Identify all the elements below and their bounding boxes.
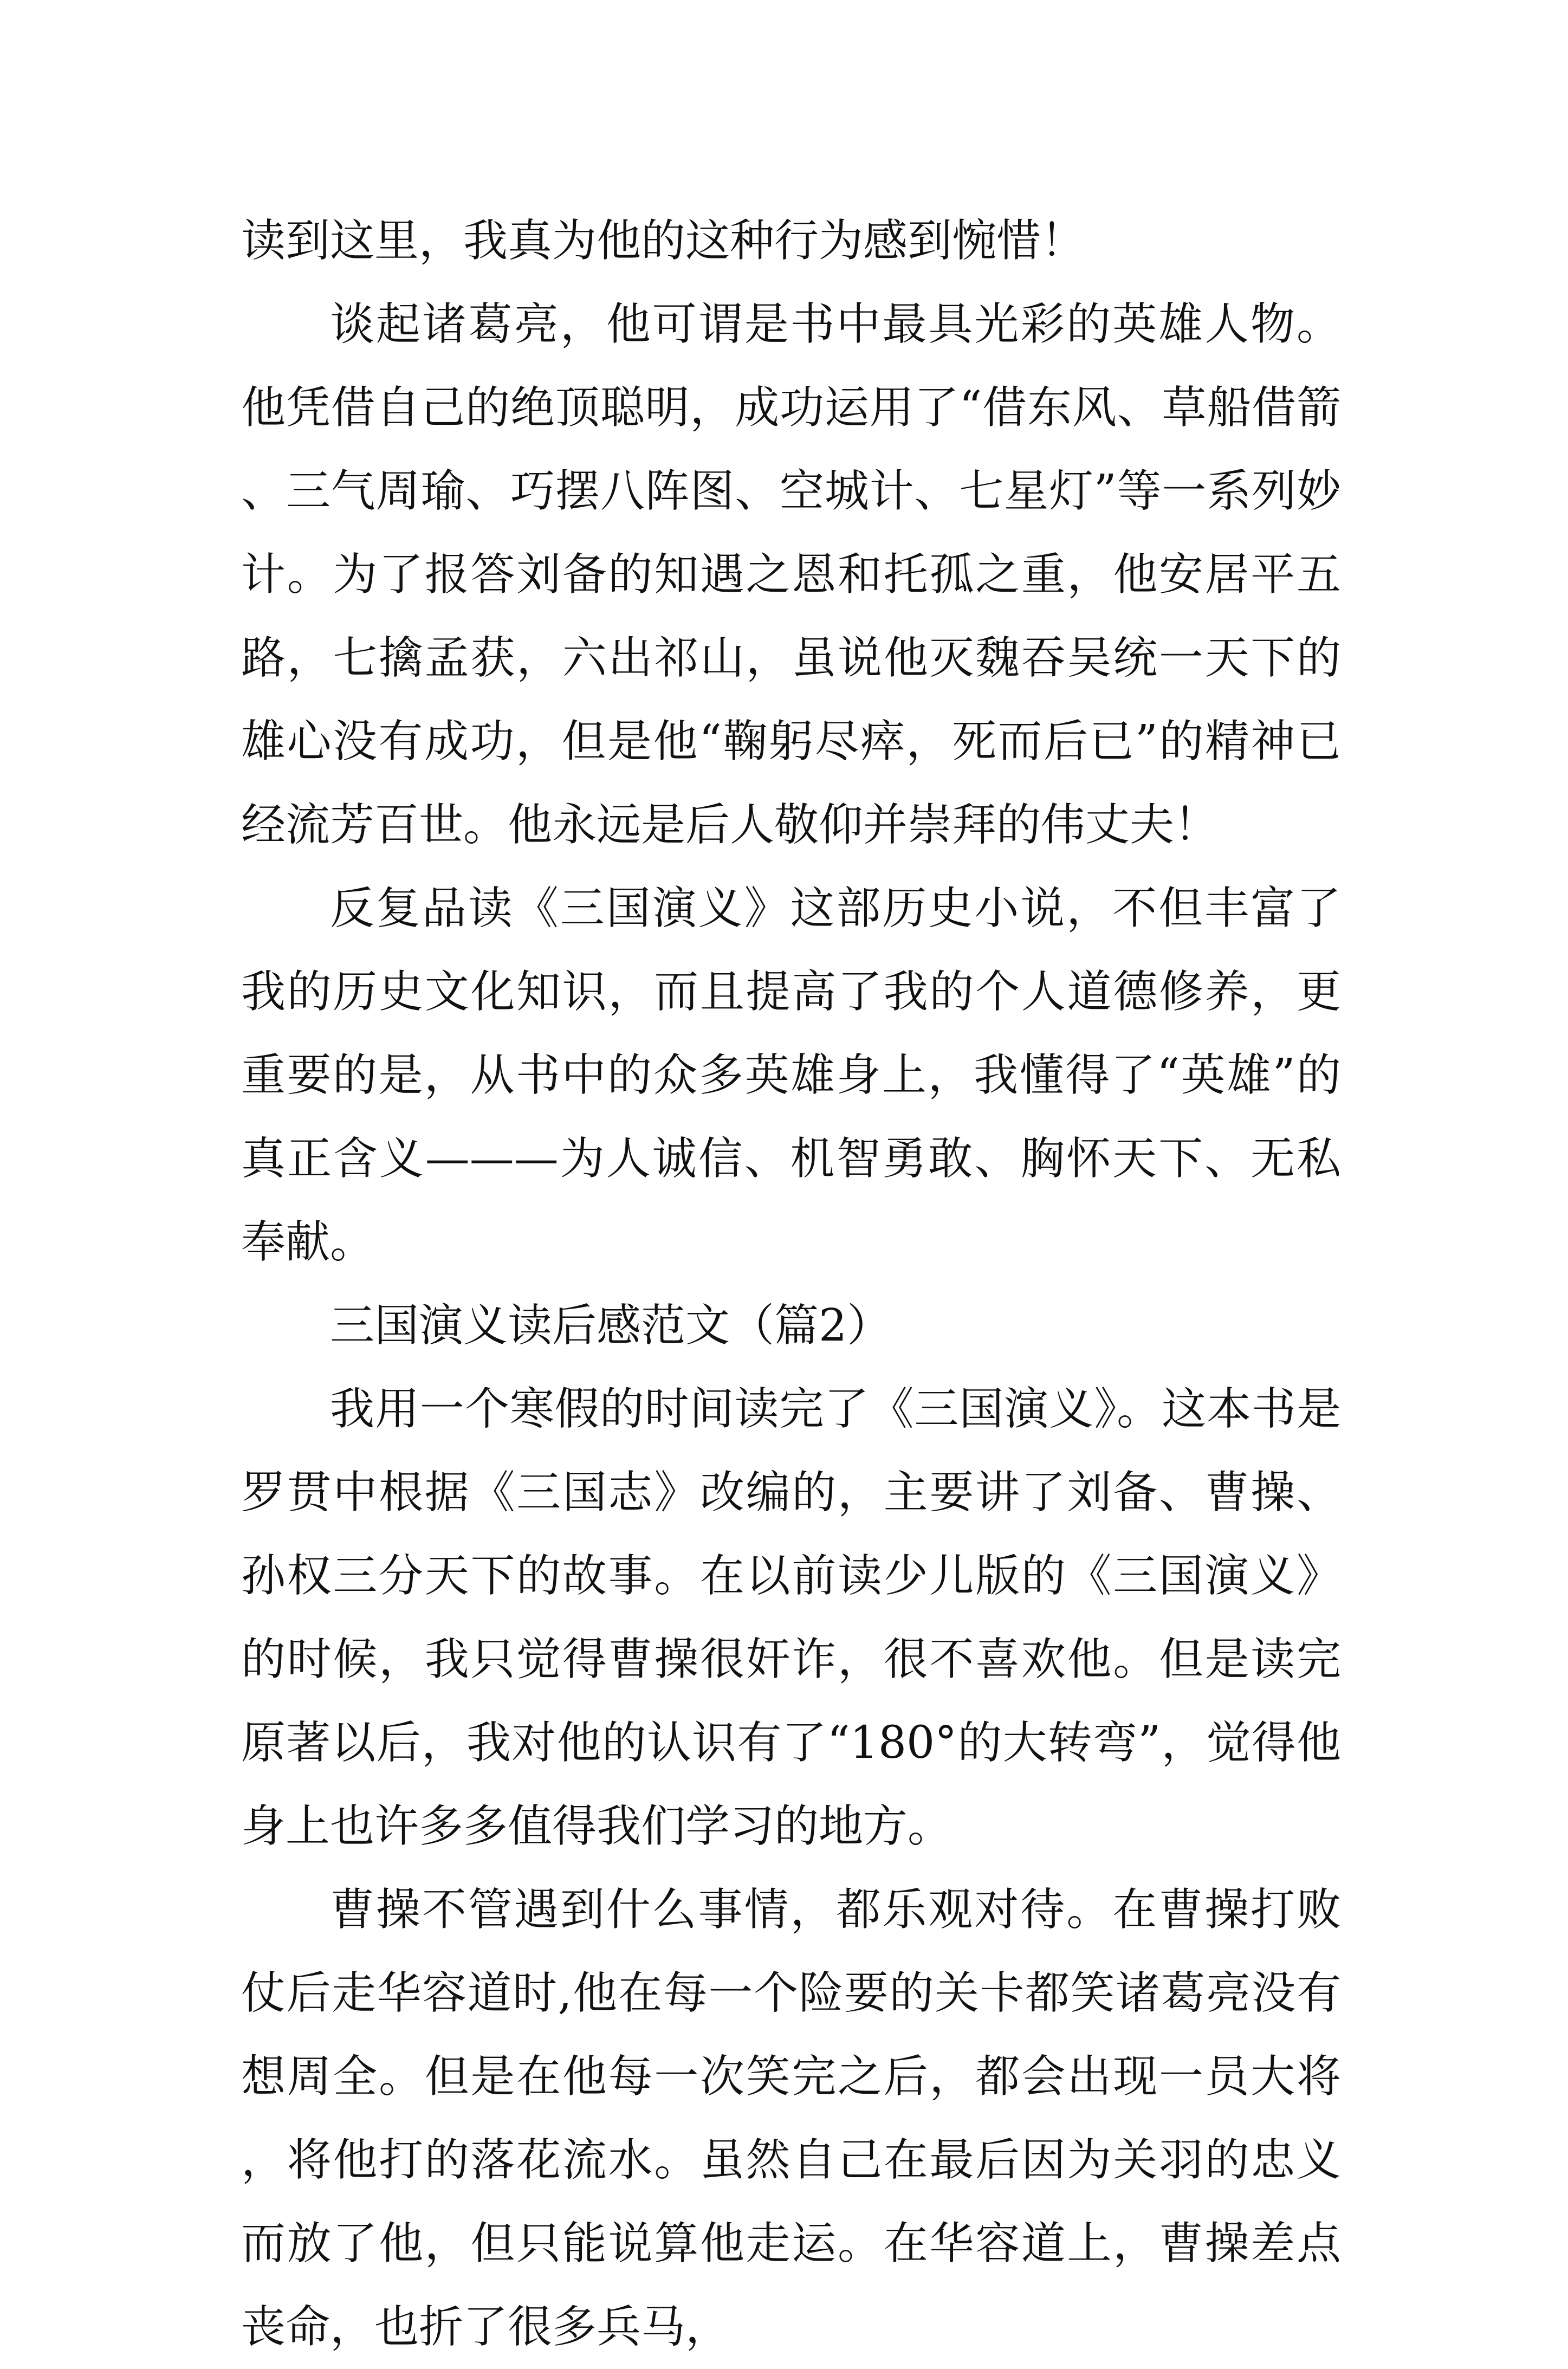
- paragraph-intro: 我用一个寒假的时间读完了《三国演义》。这本书是罗贯中根据《三国志》改编的，主要讲了刘备、曹操、孙权三分天下的故事。在以前读少儿版的《三国演义》的时候，我只觉得曹操很奸诈，很不喜欢他。但是读完原著以后，我对他的认识有了“180°的大转弯”，觉得他身上也许多多值得我们学习的地方。: [241, 1383, 1341, 1852]
- paragraph-continuation: 读到这里，我真为他的这种行为感到惋惜！: [241, 215, 1086, 267]
- section-heading: 三国演义读后感范文（篇2）: [330, 1300, 892, 1351]
- paragraph-reflection: 反复品读《三国演义》这部历史小说，不但丰富了我的历史文化知识，而且提高了我的个人道德修养，更重要的是，从书中的众多英雄身上，我懂得了“英雄”的真正含义———为人诚信、机智勇敢、胸怀天下、无私奉献。: [241, 883, 1341, 1268]
- paragraph-zhuge-liang: 谈起诸葛亮，他可谓是书中最具光彩的英雄人物。他凭借自己的绝顶聪明，成功运用了“借东风、草船借箭、三气周瑜、巧摆八阵图、空城计、七星灯”等一系列妙计。为了报答刘备的知遇之恩和托孤之重，他安居平五路，七擒孟获，六出祁山，虽说他灭魏吞吴统一天下的雄心没有成功，但是他“鞠躬尽瘁，死而后已”的精神已经流芳百世。他永远是后人敬仰并崇拜的伟丈夫！: [241, 299, 1341, 851]
- document-body: [241, 199, 1341, 2369]
- paragraph-cao-cao: 曹操不管遇到什么事情，都乐观对待。在曹操打败仗后走华容道时,他在每一个险要的关卡都笑诸葛亮没有想周全。但是在他每一次笑完之后，都会出现一员大将，将他打的落花流水。虽然自己在最后因为关羽的忠义而放了他，但只能说算他走运。在华容道上，曹操差点丧命，也折了很多兵马，: [241, 1884, 1341, 2353]
